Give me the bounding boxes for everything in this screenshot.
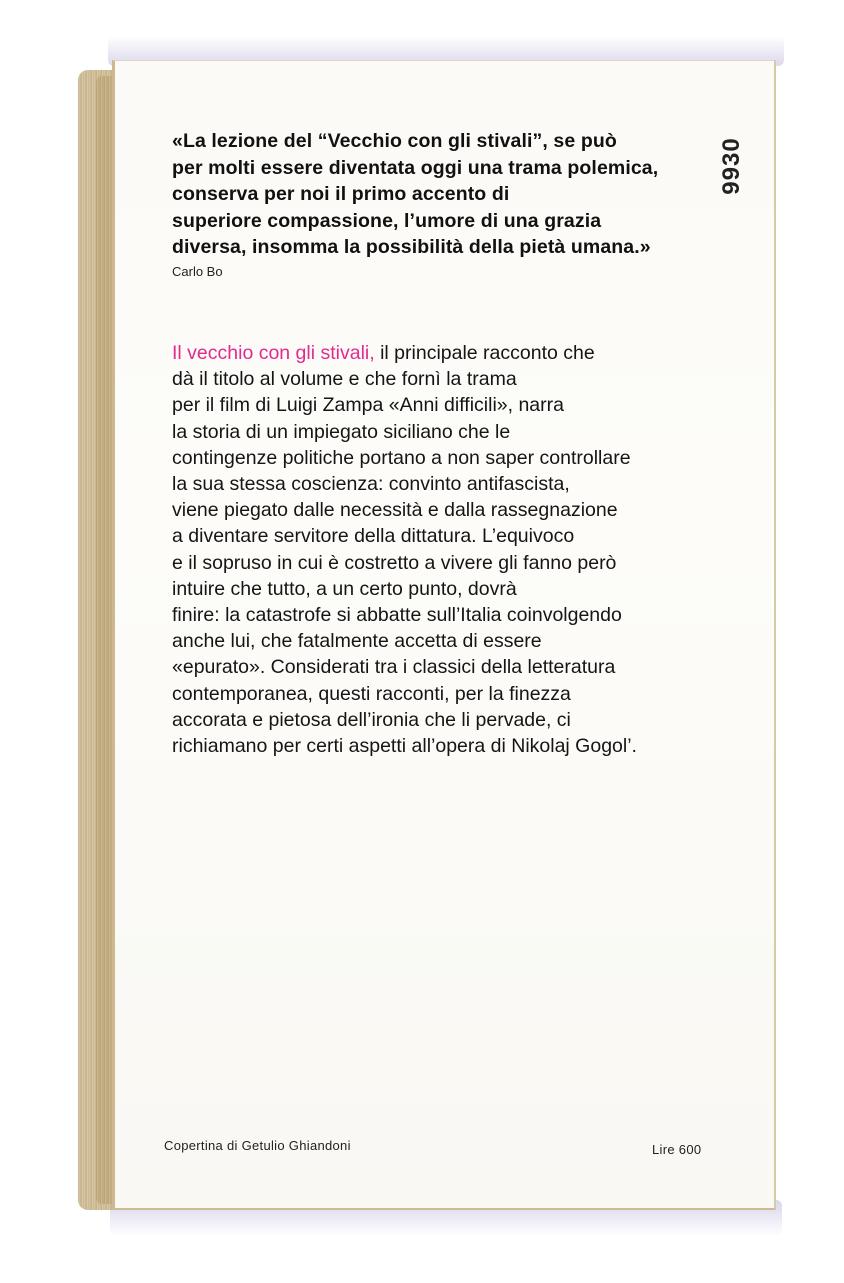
quote-attribution: Carlo Bo [172,264,223,279]
blurb-line: richiamano per certi aspetti all’opera di Nikolaj Gogol’. [172,735,637,758]
blurb-line: contingenze politiche portano a non saper controllare [172,446,631,469]
blurb-line: «epurato». Considerati tra i classici della letteratura [172,656,616,679]
blurb-line: contemporanea, questi racconti, per la finezza [172,682,571,705]
blurb-line: viene piegato dalle necessità e dalla rassegnazione [172,499,618,522]
critic-quote [172,128,732,261]
blurb-first-line [172,340,752,366]
quote-line: per molti essere diventata oggi una trama polemica, [172,156,659,179]
blurb-line: la sua stessa coscienza: convinto antifascista, [172,473,570,496]
book-title: Il vecchio con gli stivali, [172,342,375,364]
blurb-line: la storia di un impiegato siciliano che le [172,420,511,443]
blurb-line: dà il titolo al volume e che fornì la trama [172,368,517,391]
price-label: Lire 600 [652,1142,702,1157]
blurb-first-line-rest: il principale racconto che [374,342,595,364]
blurb-line: per il film di Luigi Zampa «Anni difficili», narra [172,394,564,417]
quote-line: «La lezione del “Vecchio con gli stivali”, se può [172,130,617,152]
catalog-number [712,122,752,212]
blurb-line: anche lui, che fatalmente accetta di essere [172,630,542,653]
blurb-line: finire: la catastrofe si abbatte sull’Italia coinvolgendo [172,604,622,627]
blurb-line: e il sopruso in cui è costretto a vivere gli fanno però [172,551,617,574]
quote-line: conserva per noi il primo accento di [172,183,510,205]
catalog-number-text: 9930 [718,137,745,195]
blurb-line: a diventare servitore della dittatura. L’equivoco [172,525,575,548]
blurb-line: accorata e pietosa dell’ironia che li pervade, ci [172,708,571,731]
cover-designer-credit: Copertina di Getulio Ghiandoni [164,1138,351,1153]
book-blurb [172,340,752,759]
quote-line: superiore compassione, l’umore di una grazia [172,209,602,232]
quote-line: diversa, insomma la possibilità della pietà umana.» [172,236,651,258]
blurb-line: intuire che tutto, a un certo punto, dovrà [172,577,517,600]
